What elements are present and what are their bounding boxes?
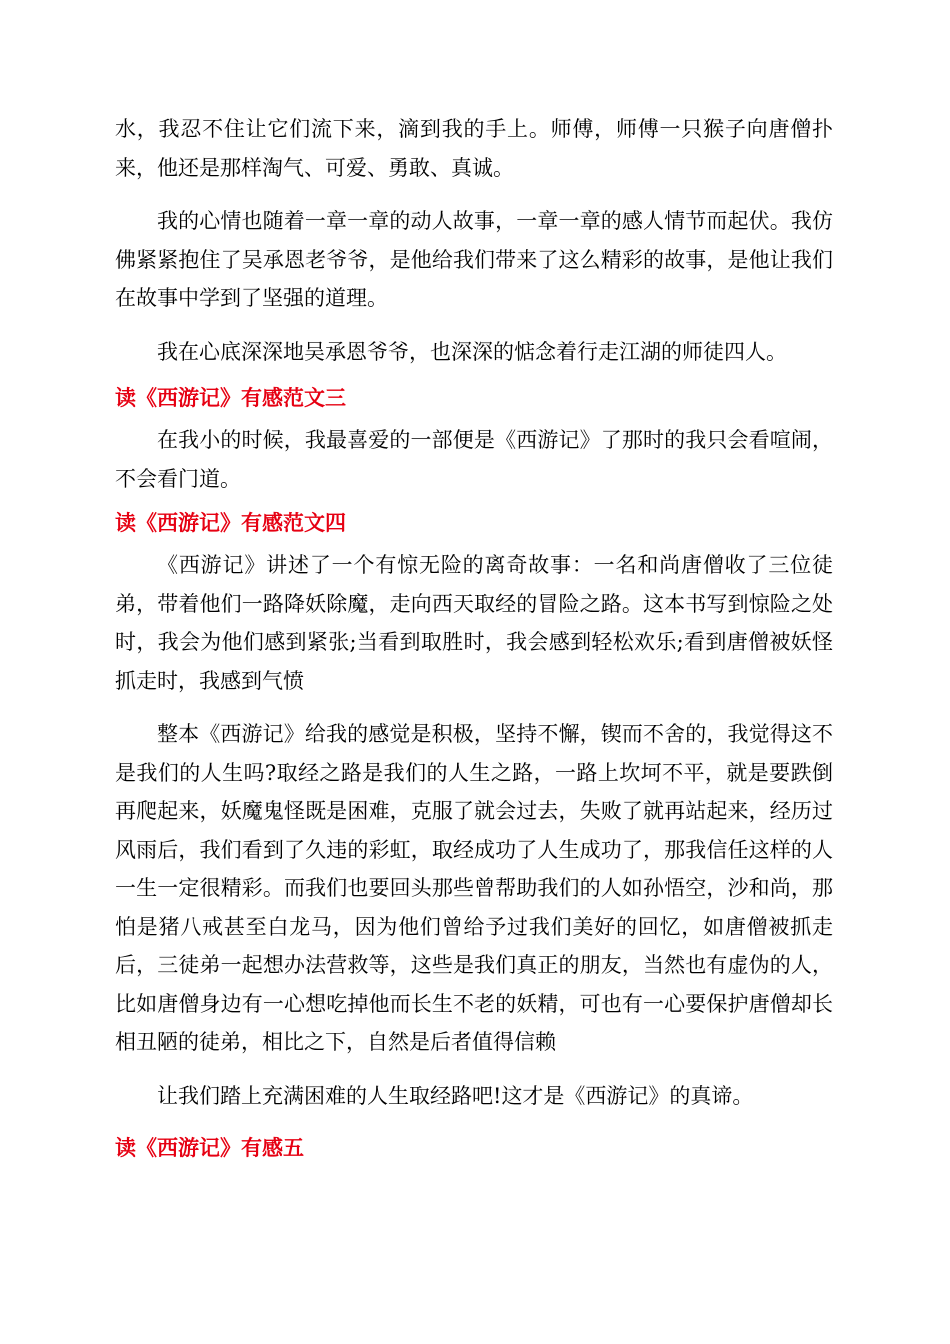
section-heading-5: 读《西游记》有感五 xyxy=(115,1136,304,1160)
paragraph: 《西游记》讲述了一个有惊无险的离奇故事：一名和尚唐僧收了三位徒弟，带着他们一路降妖除魔，走向西天取经的冒险之路。这本书写到惊险之处时，我会为他们感到紧张;当看到取胜时，我会感到轻松欢乐;看到唐僧被妖怪抓走时，我感到气愤 xyxy=(115,553,833,693)
section-heading-4: 读《西游记》有感范文四 xyxy=(115,511,346,535)
paragraph: 让我们踏上充满困难的人生取经路吧!这才是《西游记》的真谛。 xyxy=(157,1083,754,1108)
paragraph: 我的心情也随着一章一章的动人故事，一章一章的感人情节而起伏。我仿佛紧紧抱住了吴承恩老爷爷，是他给我们带来了这么精彩的故事，是他让我们在故事中学到了坚强的道理。 xyxy=(115,209,833,310)
paragraph: 整本《西游记》给我的感觉是积极，坚持不懈，锲而不舍的，我觉得这不是我们的人生吗?取经之路是我们的人生之路，一路上坎坷不平，就是要跌倒再爬起来，妖魔鬼怪既是困难，克服了就会过去，失败了就再站起来，经历过风雨后，我们看到了久违的彩虹，取经成功了人生成功了，那我信任这样的人一生一定很精彩。而我们也要回头那些曾帮助我们的人如孙悟空，沙和尚，那怕是猪八戒甚至白龙马，因为他们曾给予过我们美好的回忆，如唐僧被抓走后，三徒弟一起想办法营救等，这些是我们真正的朋友，当然也有虚伪的人，比如唐僧身边有一心想吃掉他而长生不老的妖精，可也有一心要保护唐僧却长相丑陋的徒弟，相比之下，自然是后者值得信赖 xyxy=(115,722,833,1054)
paragraph-continued: 水，我忍不住让它们流下来，滴到我的手上。师傅，师傅一只猴子向唐僧扑来，他还是那样淘气、可爱、勇敢、真诚。 xyxy=(115,117,833,180)
paragraph: 在我小的时候，我最喜爱的一部便是《西游记》了那时的我只会看喧闹，不会看门道。 xyxy=(115,428,833,491)
paragraph: 我在心底深深地吴承恩爷爷，也深深的惦念着行走江湖的师徒四人。 xyxy=(157,339,787,364)
document-page xyxy=(115,110,833,1163)
section-heading-3: 读《西游记》有感范文三 xyxy=(115,386,346,410)
